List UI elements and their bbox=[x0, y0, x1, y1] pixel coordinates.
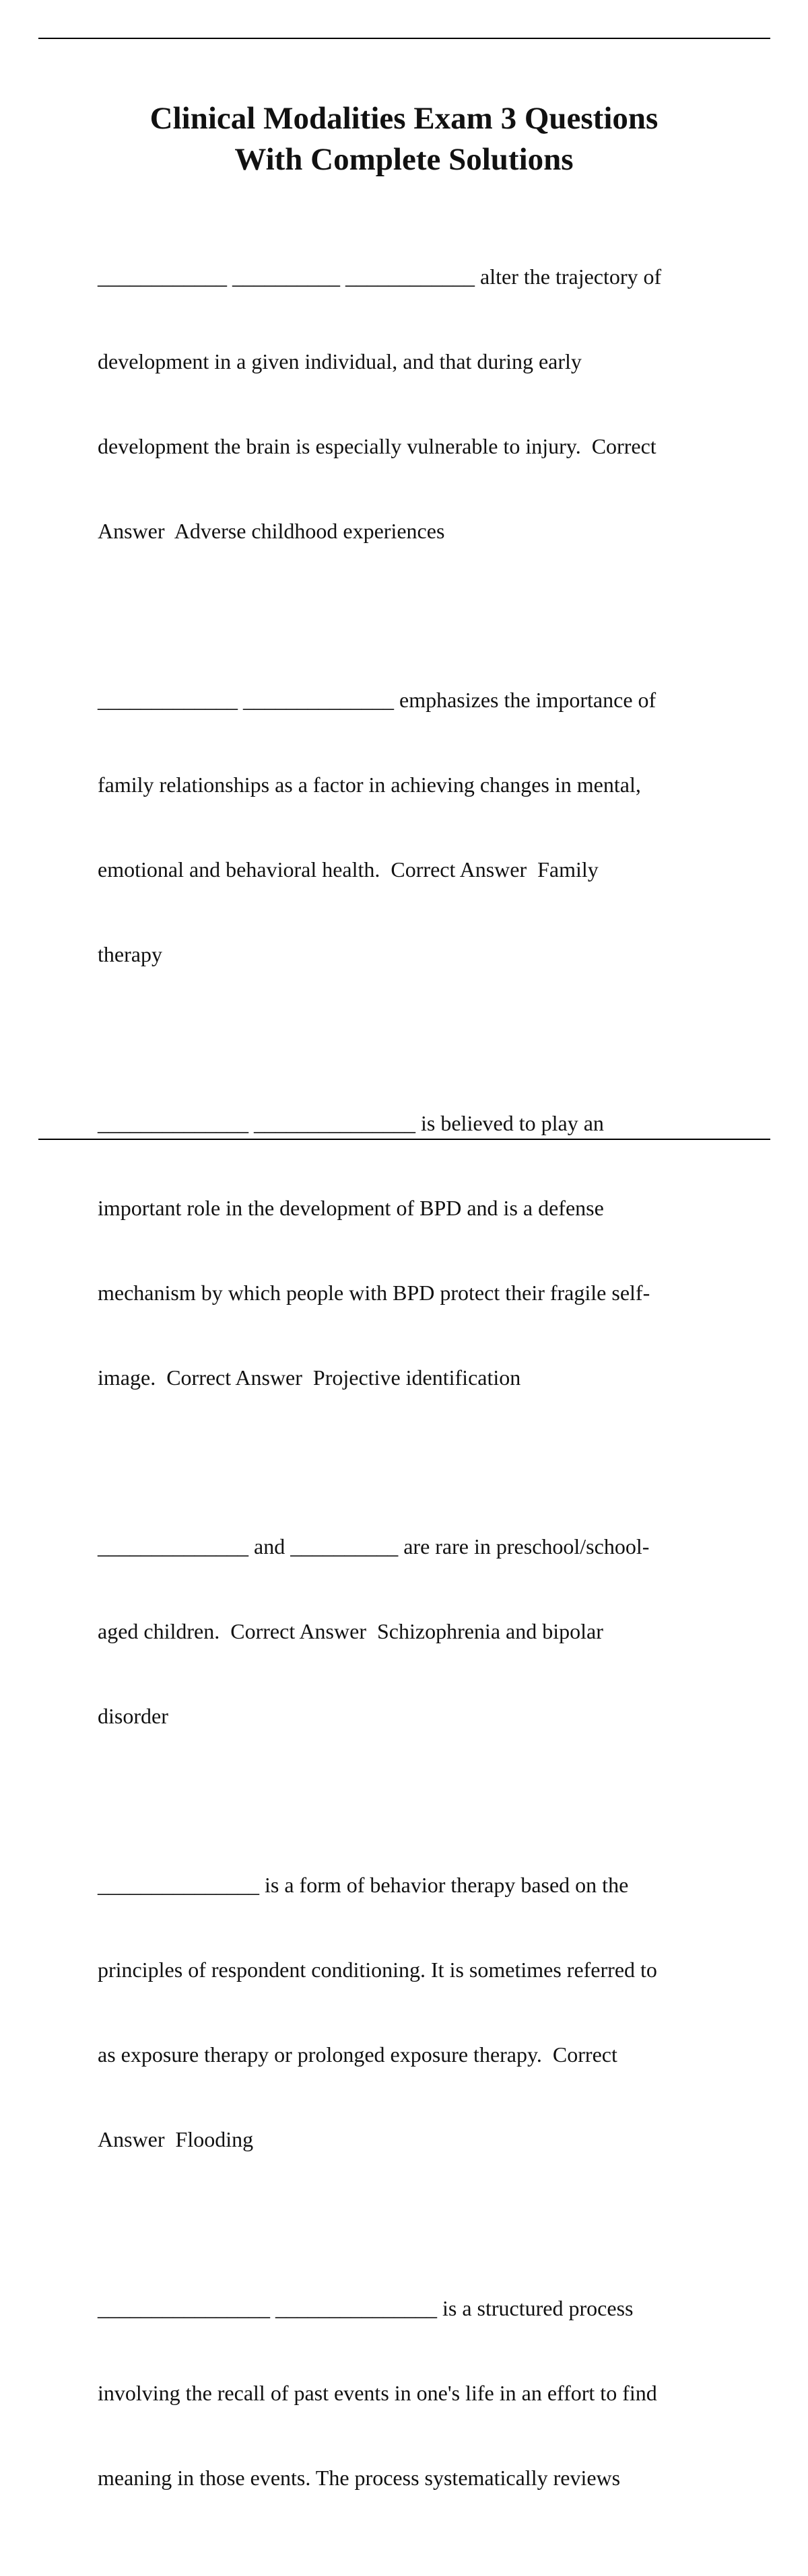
question-line: principles of respondent conditioning. It is sometimes referred to bbox=[98, 1958, 657, 1982]
question-line: ________________ _______________ is a structured process bbox=[98, 2296, 634, 2320]
question-line: aged children. Correct Answer Schizophrenia and bipolar bbox=[98, 1619, 603, 1643]
question-entry bbox=[98, 2238, 737, 2548]
question-line: Answer Flooding bbox=[98, 2127, 254, 2151]
top-rule bbox=[38, 38, 770, 39]
question-line: meaning in those events. The process systematically reviews bbox=[98, 2466, 621, 2490]
question-line: development the brain is especially vulnerable to injury. Correct bbox=[98, 434, 656, 458]
question-line: ______________ and __________ are rare in preschool/school- bbox=[98, 1534, 650, 1559]
document-title bbox=[67, 98, 741, 180]
question-line: involving the recall of past events in one's life in an effort to find bbox=[98, 2381, 657, 2405]
question-line: family relationships as a factor in achieving changes in mental, bbox=[98, 773, 641, 797]
question-entry bbox=[98, 206, 737, 602]
title-line: With Complete Solutions bbox=[234, 142, 574, 177]
question-line: _______________ is a form of behavior therapy based on the bbox=[98, 1873, 629, 1897]
question-entry bbox=[98, 1052, 737, 1448]
question-line: development in a given individual, and that during early bbox=[98, 349, 582, 373]
question-line: _____________ ______________ emphasizes the importance of bbox=[98, 688, 656, 712]
question-line: important role in the development of BPD and is a defense bbox=[98, 1196, 604, 1220]
question-list bbox=[98, 206, 737, 2576]
question-line: as exposure therapy or prolonged exposure therapy. Correct bbox=[98, 2042, 617, 2067]
question-entry bbox=[98, 1476, 737, 1787]
question-line: therapy bbox=[98, 942, 162, 966]
question-line: emotional and behavioral health. Correct Answer Family bbox=[98, 857, 599, 882]
bottom-rule bbox=[38, 1139, 770, 1140]
question-line: mechanism by which people with BPD protect their fragile self- bbox=[98, 1281, 650, 1305]
question-entry bbox=[98, 1814, 737, 2210]
question-line: ____________ __________ ____________ alter the trajectory of bbox=[98, 264, 662, 289]
title-line: Clinical Modalities Exam 3 Questions bbox=[149, 101, 659, 136]
question-line: image. Correct Answer Projective identification bbox=[98, 1365, 521, 1390]
question-line: Answer Adverse childhood experiences bbox=[98, 519, 445, 543]
question-entry bbox=[98, 629, 737, 1025]
question-line: ______________ _______________ is believed to play an bbox=[98, 1111, 604, 1135]
question-line: disorder bbox=[98, 1704, 168, 1728]
